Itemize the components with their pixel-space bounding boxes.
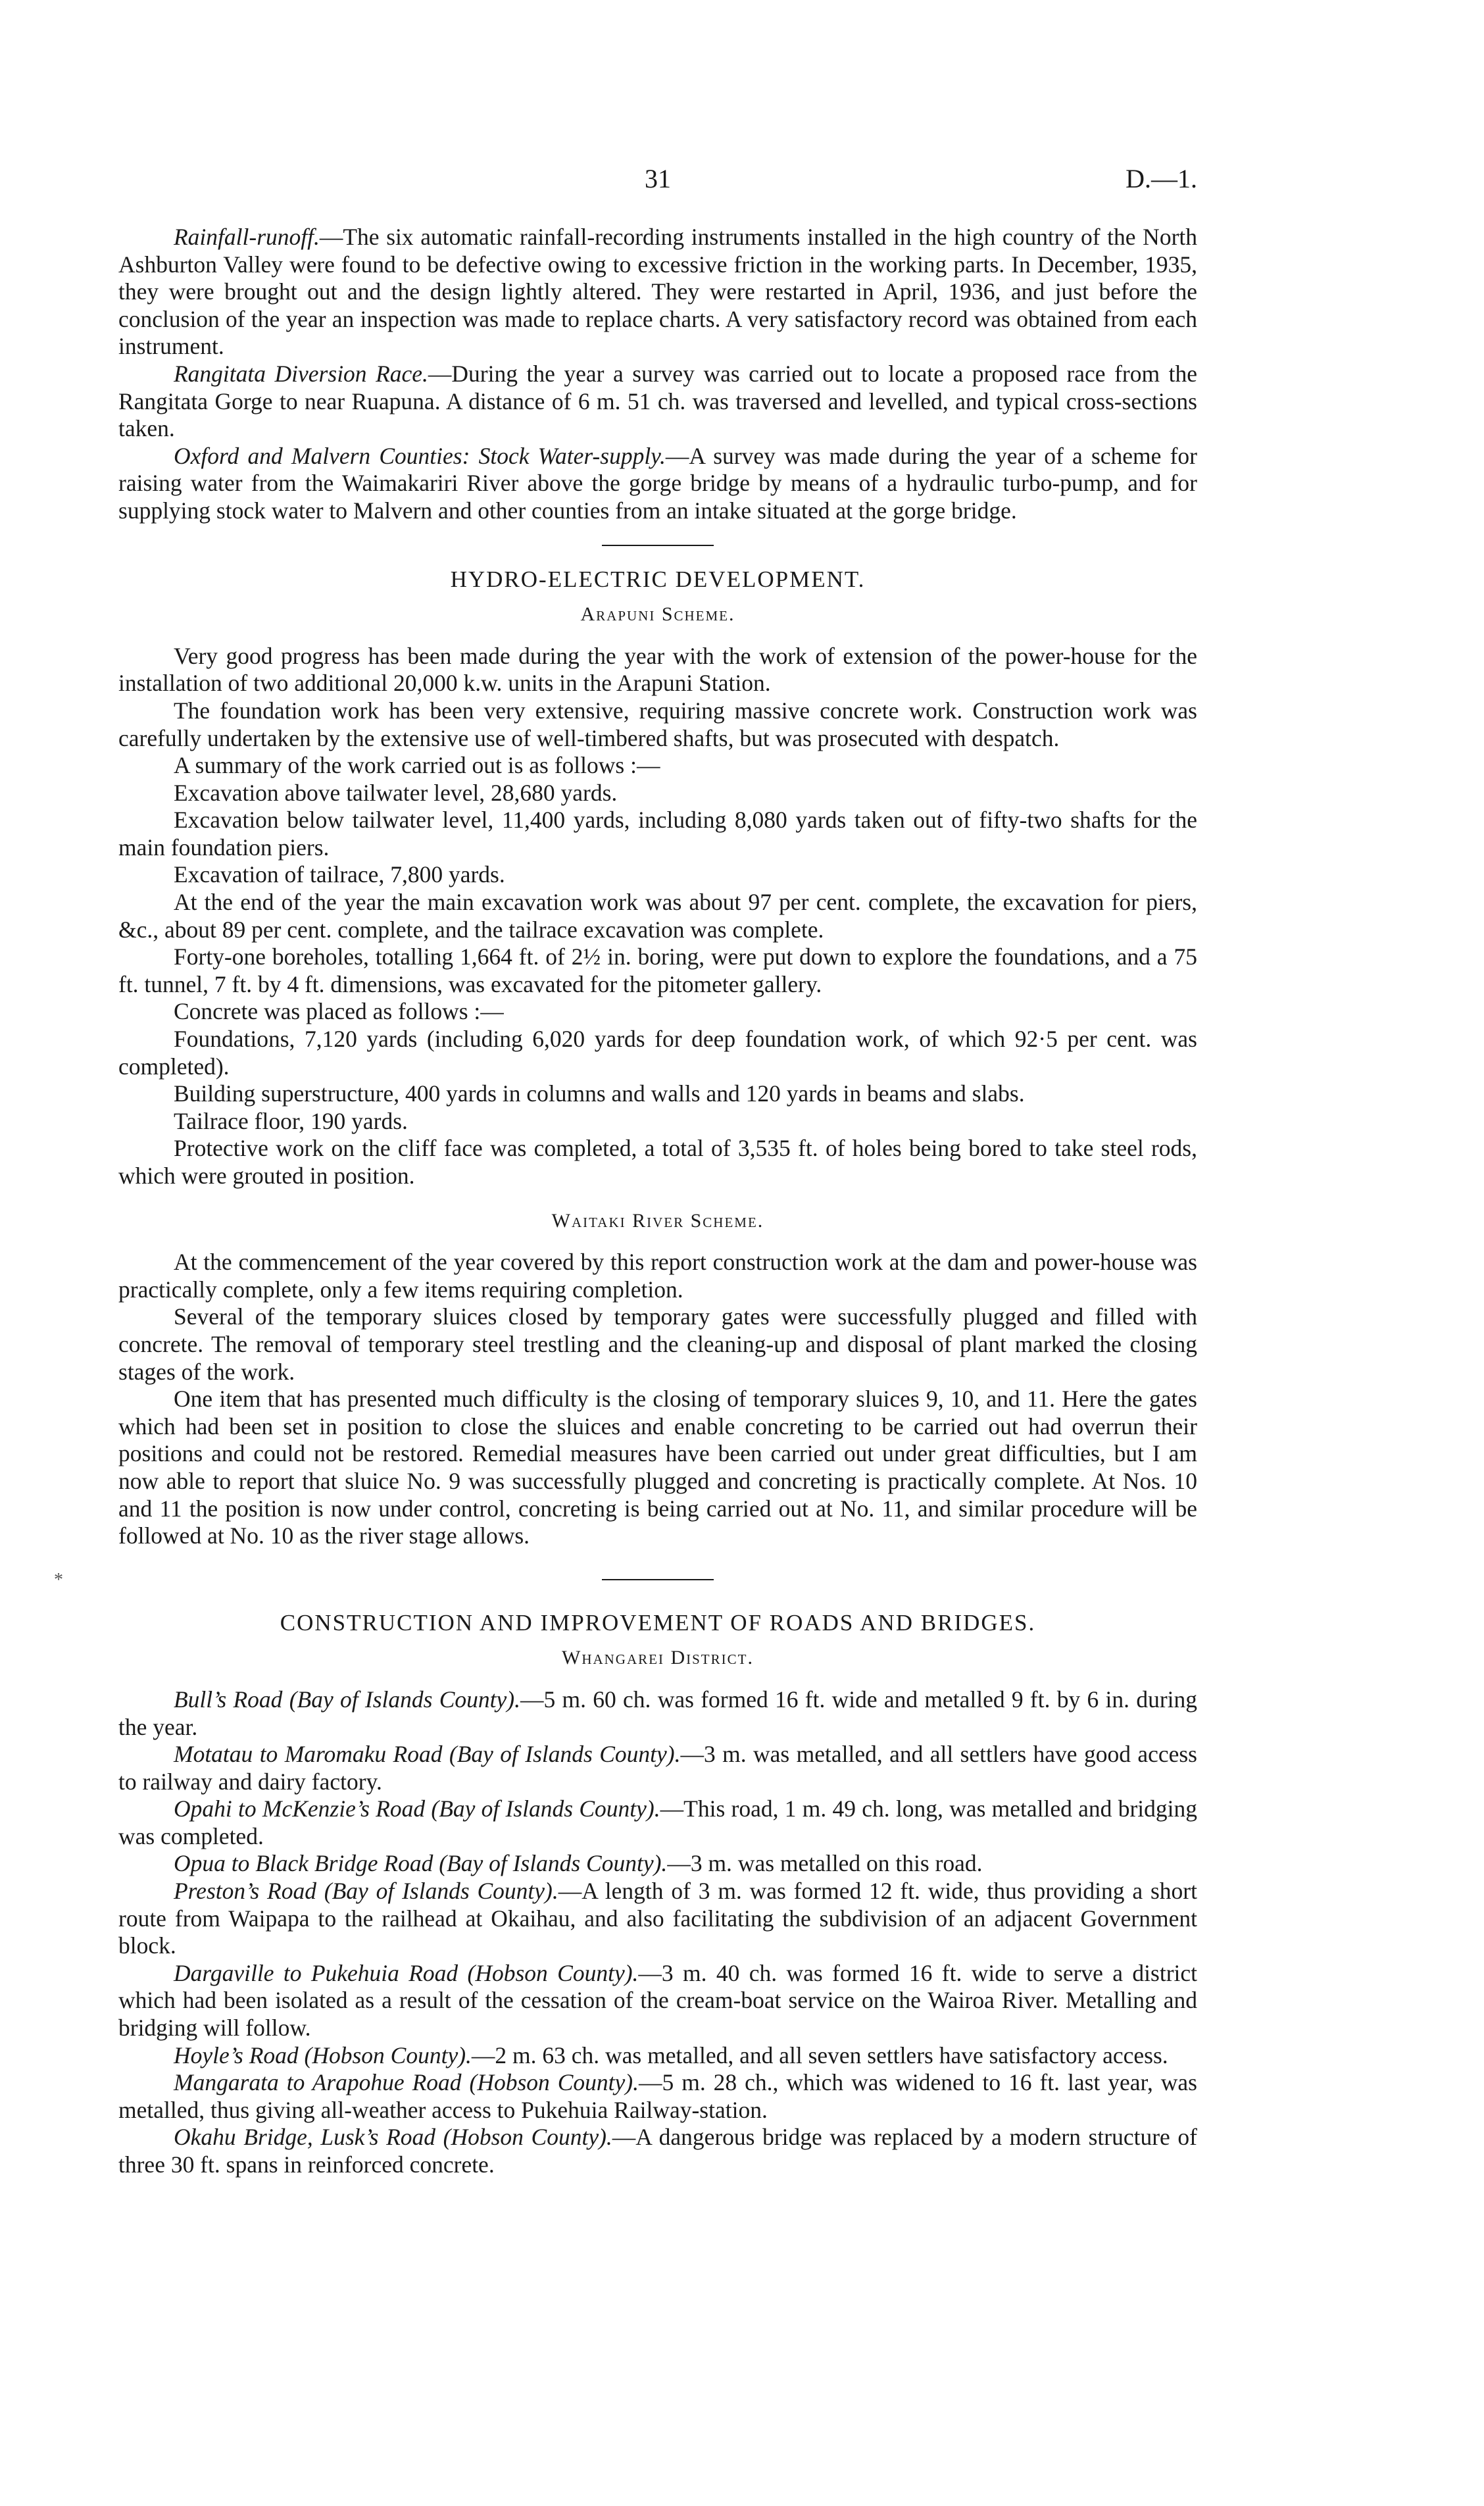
page-number: 31 — [645, 164, 671, 193]
document-reference: D.—1. — [1125, 164, 1197, 193]
subheading-arapuni: Arapuni Scheme. — [580, 603, 735, 626]
paragraph-text: —The six automatic rainfall-recording instruments installed in the high country of the North Ashburton Valley were found to be defective owing to excessive friction in the working parts. In December, 1935, they were brought out and the design lightly altered. They were restarted in April, 1936, and just before the conclusion of the year an inspection was made to replace charts. A very satisfactory record was obtained from each instrument. — [118, 224, 1197, 360]
paragraph-text: —During the year a survey was carried out to locate a proposed race from the Rangitata Gorge to near Ruapuna. A distance of 6 m. 51 ch. was traversed and levelled, and typical cross-sections taken. — [118, 360, 1197, 442]
road-item — [118, 1795, 1197, 1850]
paragraph-oxford-malvern — [118, 443, 1197, 525]
road-text: —3 m. was metalled on this road. — [667, 1850, 983, 1877]
road-name: Hoyle’s Road (Hobson County). — [174, 2042, 472, 2068]
road-name: Okahu Bridge, Lusk’s Road (Hobson County). — [174, 2124, 612, 2151]
road-text: —5 m. 28 ch., which was widened to 16 ft. last year, was metalled, thus giving all-weather access to Pukehuia Railway-station. — [118, 2069, 1197, 2123]
paragraph: One item that has presented much difficulty is the closing of temporary sluices 9, 10, and 11. Here the gates which had been set in position to close the sluices and enable concreting to be carried out had overrun their positions and could not be restored. Remedial measures have been carried out under great difficulties, but I am now able to report that sluice No. 9 was successfully plugged and concreting is practically complete. At Nos. 10 and 11 the position is now under control, concreting is being carried out at No. 11, and similar procedure will be followed at No. 10 as the river stage allows. — [118, 1386, 1197, 1549]
paragraph: At the commencement of the year covered by this report construction work at the dam and power-house was practically complete, only a few items requiring completion. — [118, 1249, 1197, 1303]
page-header — [118, 163, 1197, 203]
subheading-waitaki: Waitaki River Scheme. — [551, 1209, 764, 1232]
road-name: Mangarata to Arapohue Road (Hobson County). — [174, 2069, 639, 2096]
whangarei-section — [118, 1686, 1197, 2179]
section-divider — [602, 545, 714, 546]
road-item — [118, 2042, 1197, 2070]
paragraph: At the end of the year the main excavation work was about 97 per cent. complete, the excavation for piers, &c., about 89 per cent. complete, and the tailrace excavation was complete. — [118, 889, 1197, 943]
margin-mark: * — [54, 1570, 63, 1590]
road-item — [118, 2124, 1197, 2178]
page-body — [118, 224, 1197, 2179]
paragraph: Foundations, 7,120 yards (including 6,020 yards for deep foundation work, of which 92·5 per cent. was completed). — [118, 1026, 1197, 1080]
road-name: Dargaville to Pukehuia Road (Hobson County). — [174, 1959, 639, 1986]
road-name: Opua to Black Bridge Road (Bay of Islands County). — [174, 1850, 668, 1877]
waitaki-section — [118, 1249, 1197, 1550]
road-item — [118, 1741, 1197, 1795]
paragraph: Tailrace floor, 190 yards. — [174, 1107, 408, 1134]
road-item — [118, 1686, 1197, 1741]
paragraph-rangitata-diversion — [118, 361, 1197, 443]
road-text: —5 m. 60 ch. was formed 16 ft. wide and metalled 9 ft. by 6 in. during the year. — [118, 1686, 1198, 1740]
paragraph: Protective work on the cliff face was completed, a total of 3,535 ft. of holes being bored to take steel rods, which were grouted in position. — [118, 1135, 1197, 1189]
paragraph: Excavation of tailrace, 7,800 yards. — [174, 861, 505, 888]
road-text: —2 m. 63 ch. was metalled, and all seven settlers have satisfactory access. — [471, 2042, 1168, 2068]
road-text: —A dangerous bridge was replaced by a modern structure of three 30 ft. spans in reinforced concrete. — [118, 2124, 1197, 2178]
paragraph: Concrete was placed as follows :— — [174, 998, 504, 1025]
road-name: Opahi to McKenzie’s Road (Bay of Islands County). — [174, 1795, 660, 1822]
paragraph-text: —A survey was made during the year of a scheme for raising water from the Waimakariri River above the gorge bridge by means of a hydraulic turbo-pump, and for supplying stock water to Malvern and other counties from an intake situated at the gorge bridge. — [118, 442, 1198, 524]
paragraph: Excavation above tailwater level, 28,680 yards. — [174, 779, 618, 806]
section-heading-hydro: HYDRO-ELECTRIC DEVELOPMENT. — [450, 566, 866, 592]
paragraph: Very good progress has been made during the year with the work of extension of the power-house for the installation of two additional 20,000 k.w. units in the Arapuni Station. — [118, 642, 1197, 697]
arapuni-section — [118, 643, 1197, 1190]
paragraph: Building superstructure, 400 yards in columns and walls and 120 yards in beams and slabs. — [174, 1080, 1025, 1107]
road-text: —3 m. 40 ch. was formed 16 ft. wide to serve a district which had been isolated as a result of the cessation of the cream-boat service on the Wairoa River. Metalling and bridging will follow. — [118, 1959, 1197, 2042]
paragraph-rainfall-runoff — [118, 224, 1197, 361]
paragraph: Forty-one boreholes, totalling 1,664 ft. of 2½ in. boring, were put down to explore the foundations, and a 75 ft. tunnel, 7 ft. by 4 ft. dimensions, was excavated for the pitometer gallery. — [118, 943, 1197, 997]
road-name: Bull’s Road (Bay of Islands County). — [174, 1686, 520, 1713]
road-name: Preston’s Road (Bay of Islands County). — [174, 1878, 558, 1905]
paragraph-lead: Oxford and Malvern Counties: Stock Water-supply. — [174, 442, 666, 469]
road-text: —A length of 3 m. was formed 12 ft. wide, thus providing a short route from Waipapa to the railhead at Okaihau, and also facilitating the subdivision of an adjacent Government block. — [118, 1878, 1197, 1959]
road-text: —3 m. was metalled, and all settlers have good access to railway and dairy factory. — [118, 1741, 1197, 1795]
road-item — [118, 1878, 1197, 1960]
road-name: Motatau to Maromaku Road (Bay of Islands County). — [174, 1741, 681, 1768]
paragraph: Several of the temporary sluices closed by temporary gates were successfully plugged and filled with concrete. The removal of temporary steel trestling and the cleaning-up and disposal of plant marked the closing stages of the work. — [118, 1303, 1197, 1385]
road-item — [118, 1960, 1197, 2042]
paragraph: Excavation below tailwater level, 11,400 yards, including 8,080 yards taken out of fifty-two shafts for the main foundation piers. — [118, 807, 1197, 861]
paragraph-lead: Rainfall-runoff. — [174, 224, 320, 250]
paragraph: A summary of the work carried out is as follows :— — [174, 752, 660, 779]
irrigation-section — [118, 224, 1197, 525]
section-divider — [602, 1579, 714, 1580]
section-heading-roads: CONSTRUCTION AND IMPROVEMENT OF ROADS AND BRIDGES. — [280, 1609, 1036, 1636]
road-item — [118, 1850, 1197, 1878]
road-item — [118, 2069, 1197, 2124]
road-text: —This road, 1 m. 49 ch. long, was metalled and bridging was completed. — [118, 1795, 1197, 1849]
paragraph: The foundation work has been very extensive, requiring massive concrete work. Construction work was carefully undertaken by the extensive use of well-timbered shafts, but was prosecuted with despatch. — [118, 697, 1197, 751]
paragraph-lead: Rangitata Diversion Race. — [174, 360, 428, 387]
subheading-whangarei: Whangarei District. — [562, 1647, 754, 1669]
